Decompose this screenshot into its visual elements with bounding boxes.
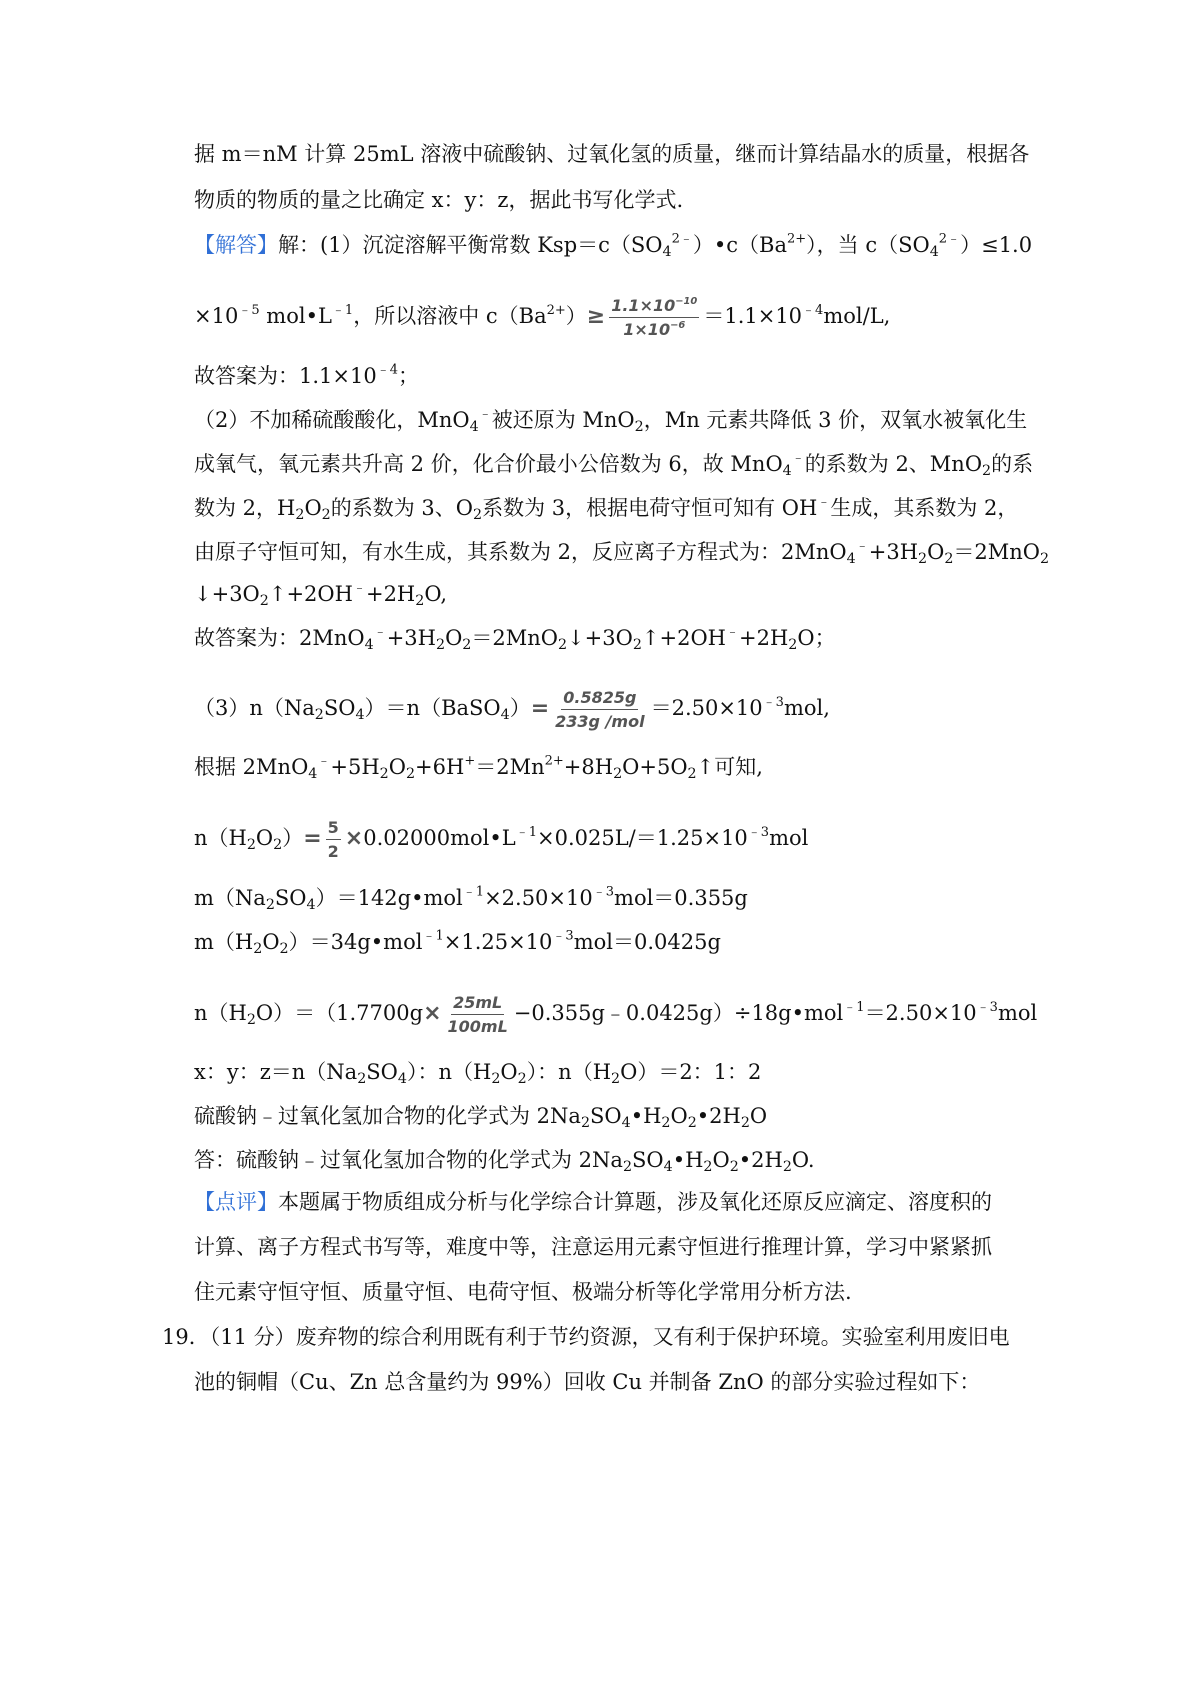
text: 本题属于物质组成分析与化学综合计算题，涉及氧化还原反应滴定、溶度积的 — [278, 1190, 992, 1214]
subscript: 4 — [662, 243, 672, 260]
text: O； — [797, 626, 836, 650]
superscript: ﹣1 — [422, 928, 444, 944]
equation-fraction — [609, 296, 699, 339]
answer-line-10 — [194, 688, 830, 731]
subscript: 4 — [846, 550, 856, 567]
answer-line-18 — [194, 1148, 815, 1173]
subscript: 2 — [788, 636, 798, 653]
review-line-3: 住元素守恒守恒、质量守恒、电荷守恒、极端分析等化学常用分析方法. — [194, 1280, 852, 1304]
equals-operator: = — [530, 696, 550, 722]
subscript: 2 — [435, 636, 446, 653]
subscript: 2 — [782, 1158, 792, 1175]
superscript: ﹣3 — [592, 884, 615, 900]
fraction-numerator: 25mL — [451, 993, 504, 1015]
subscript: 2 — [279, 940, 289, 957]
text: O — [304, 496, 322, 520]
subscript: 4 — [782, 462, 792, 479]
text: m（H — [194, 930, 254, 954]
subscript: 2 — [295, 506, 305, 523]
fraction-denominator: 2 — [327, 842, 339, 862]
superscript: 2+ — [786, 231, 807, 247]
subscript: 2 — [246, 837, 256, 854]
subscript: 2 — [740, 1114, 750, 1131]
text: ，所以溶液中 c（Ba — [353, 304, 547, 329]
answer-line-2 — [194, 296, 890, 339]
text: O — [927, 540, 945, 564]
answer-line-6 — [194, 496, 1018, 521]
text: +3H — [386, 626, 436, 650]
text: O. — [791, 1148, 815, 1172]
text: SO — [590, 1104, 622, 1128]
fraction-denominator: $1\times 10^{-6}$ — [623, 320, 686, 340]
subscript: 2 — [357, 1070, 367, 1087]
text: 数为 2，H — [194, 496, 296, 520]
text: 故答案为：2MnO — [194, 626, 365, 650]
text: ＝1.1×10 — [703, 304, 803, 329]
text: ＝2Mn — [475, 755, 545, 779]
times-operator: × — [344, 826, 364, 852]
subscript: 2 — [729, 1158, 739, 1175]
answer-line-15 — [194, 993, 1037, 1036]
text: mol — [997, 1001, 1038, 1026]
subscript: 2 — [253, 940, 263, 957]
superscript: ﹣ — [478, 406, 492, 422]
text: 根据 2MnO — [194, 755, 309, 779]
superscript: ﹣3 — [552, 928, 574, 944]
text: ），当 c（SO — [806, 233, 930, 257]
text: O — [500, 1060, 518, 1084]
text: 解：(1）沉淀溶解平衡常数 Ksp＝c（SO — [278, 233, 663, 257]
text: SO — [366, 1060, 398, 1084]
text: +8H — [563, 755, 614, 779]
fraction-numerator: 5 — [326, 818, 341, 840]
text: ↓+3O — [567, 626, 633, 650]
text: O — [445, 626, 463, 650]
subscript: 2 — [918, 550, 928, 567]
subscript: 2 — [622, 1158, 633, 1175]
text: ）＝142g•mol — [315, 886, 463, 910]
equation-fraction — [446, 993, 510, 1036]
ge-operator: ≥ — [586, 304, 606, 330]
subscript: 4 — [364, 636, 374, 653]
subscript: 2 — [473, 506, 483, 523]
text: SO — [632, 1148, 664, 1172]
subscript: 4 — [306, 896, 316, 913]
superscript: ﹣ — [726, 624, 740, 640]
text: mol/L, — [823, 304, 891, 329]
subscript: 2 — [703, 1158, 713, 1175]
superscript: ﹣ — [317, 753, 331, 769]
text: ＝2.50×10 — [650, 696, 763, 721]
text: 系数为 3，根据电荷守恒可知有 OH — [482, 496, 818, 520]
times-operator: × — [423, 1001, 442, 1027]
superscript: ﹣4 — [376, 362, 399, 378]
text: 硫酸钠﹣过氧化氢加合物的化学式为 2Na — [194, 1104, 581, 1128]
review-tag: 【点评】 — [194, 1190, 278, 1214]
superscript: ﹣3 — [976, 999, 998, 1015]
subscript: 2 — [944, 550, 954, 567]
subscript: 2 — [314, 707, 324, 724]
subscript: 4 — [355, 707, 365, 724]
text: ＝2MnO — [953, 540, 1040, 564]
text: ＝2MnO — [471, 626, 558, 650]
subscript: 2 — [273, 837, 283, 854]
superscript: ﹣ — [791, 450, 805, 466]
answer-line-3 — [194, 364, 419, 389]
text: ）•c（Ba — [692, 233, 787, 257]
superscript: ﹣ — [855, 538, 869, 554]
review-line-2: 计算、离子方程式书写等，难度中等，注意运用元素守恒进行推理计算，学习中紧紧抓 — [194, 1235, 992, 1259]
text: ×2.50×10 — [484, 886, 593, 910]
superscript: 2﹣ — [938, 231, 961, 247]
question-19-line-2: 池的铜帽（Cu、Zn 总含量约为 99%）回收 Cu 并制备 ZnO 的部分实验过程如下： — [194, 1370, 981, 1394]
subscript: 2 — [405, 765, 416, 782]
superscript: ﹣ — [373, 624, 387, 640]
superscript: 2﹣ — [671, 231, 693, 247]
superscript: ﹣1 — [462, 884, 485, 900]
answer-line-12 — [194, 818, 808, 861]
subscript: 4 — [663, 1158, 673, 1175]
text: O — [255, 826, 274, 851]
text: •2H — [738, 1148, 783, 1172]
text: O — [749, 1104, 768, 1128]
subscript: 2 — [379, 765, 389, 782]
text: 生成，其系数为 2， — [830, 496, 1019, 520]
text: mol•L — [259, 304, 332, 329]
subscript: 2 — [632, 636, 642, 653]
subscript: 2 — [265, 896, 275, 913]
text: 被还原为 MnO — [491, 408, 635, 432]
fraction-denominator: 100mL — [447, 1017, 508, 1037]
text: ）≤1.0 — [960, 233, 1033, 257]
subscript: 2 — [982, 462, 992, 479]
subscript: 2 — [580, 1114, 591, 1131]
text: mol＝0.0425g — [573, 930, 721, 954]
superscript: 2+ — [546, 302, 566, 318]
superscript: ﹣5 — [238, 302, 260, 318]
answer-line-13 — [194, 886, 748, 911]
subscript: 2 — [613, 765, 623, 782]
subscript: 4 — [397, 1070, 407, 1087]
text: •2H — [696, 1104, 741, 1128]
subscript: 4 — [308, 765, 318, 782]
intro-line-1: 据 m＝nM 计算 25mL 溶液中硫酸钠、过氧化氢的质量，继而计算结晶水的质量，根据各 — [194, 142, 1030, 166]
text: O — [388, 755, 406, 779]
text: ＝2.50×10 — [864, 1001, 977, 1026]
text: O — [262, 930, 280, 954]
answer-line-11 — [194, 755, 763, 780]
answer-line-1 — [194, 233, 1032, 258]
text: −0.355g﹣0.0425g）÷18g•mol — [513, 1001, 844, 1026]
text: n（H — [194, 826, 247, 851]
text: ×0.025L/＝1.25×10 — [536, 826, 748, 851]
text: ）：n（H — [406, 1060, 492, 1084]
text: O, — [424, 582, 447, 606]
text: 的系数为 2、MnO — [804, 452, 983, 476]
text: mol — [769, 826, 809, 851]
fraction-numerator: $1.1\times 10^{-10}$ — [609, 296, 699, 318]
text: （3）n（Na — [194, 696, 315, 721]
text: •H — [630, 1104, 662, 1128]
text: +5H — [330, 755, 380, 779]
subscript: 2 — [687, 765, 697, 782]
text: x：y：z＝n（Na — [194, 1060, 358, 1084]
text: O+5O — [622, 755, 688, 779]
fraction-denominator: 233g /mol — [555, 712, 645, 732]
superscript: 2+ — [544, 753, 564, 769]
subscript: 2 — [1040, 550, 1050, 567]
text: O — [670, 1104, 688, 1128]
superscript: ﹣1 — [843, 999, 865, 1015]
text: SO — [274, 886, 307, 910]
superscript: ﹣ — [817, 494, 831, 510]
subscript: 2 — [415, 592, 425, 609]
text: 的系 — [991, 452, 1034, 476]
superscript: ﹣1 — [515, 824, 537, 840]
text: ）：n（H — [526, 1060, 612, 1084]
text: m（Na — [194, 886, 266, 910]
equation-fraction — [553, 688, 646, 731]
answer-line-16 — [194, 1060, 761, 1085]
answer-line-8 — [194, 582, 447, 607]
text: +2H — [365, 582, 416, 606]
text: •H — [672, 1148, 704, 1172]
subscript: 2 — [259, 592, 269, 609]
text: ↑可知, — [696, 755, 763, 779]
text: ↑+2OH — [641, 626, 726, 650]
text: SO — [323, 696, 356, 721]
subscript: 4 — [469, 418, 479, 435]
review-line-1 — [194, 1190, 992, 1215]
subscript: 2 — [661, 1114, 671, 1131]
subscript: 4 — [929, 243, 939, 260]
subscript: 2 — [687, 1114, 697, 1131]
question-19-line-1: 19．（11 分）废弃物的综合利用既有利于节约资源，又有利于保护环境。实验室利用废旧电 — [162, 1325, 1010, 1349]
superscript: ﹣1 — [331, 302, 354, 318]
text: 成氧气，氧元素共升高 2 价，化合价最小公倍数为 6，故 MnO — [194, 452, 783, 476]
text: （2）不加稀硫酸酸化，MnO — [194, 408, 470, 432]
answer-tag: 【解答】 — [194, 233, 278, 257]
answer-line-17 — [194, 1104, 767, 1129]
equals-operator: = — [303, 826, 322, 852]
answer-line-9 — [194, 626, 836, 651]
text: ）＝n（BaSO — [364, 696, 501, 721]
text: ，Mn 元素共降低 3 价，双氧水被氧化生 — [643, 408, 1028, 432]
subscript: 2 — [611, 1070, 621, 1087]
superscript: ﹣ — [352, 580, 366, 596]
text: O — [712, 1148, 730, 1172]
subscript: 2 — [634, 418, 644, 435]
subscript: 2 — [321, 506, 331, 523]
text: ↓+3O — [194, 582, 260, 606]
text: O）＝（1.7700g — [255, 1001, 424, 1026]
subscript: 2 — [491, 1070, 501, 1087]
text: ×10 — [194, 304, 239, 329]
superscript: ﹣4 — [802, 302, 824, 318]
subscript: 2 — [246, 1012, 256, 1029]
text: 由原子守恒可知，有水生成，其系数为 2，反应离子方程式为：2MnO — [194, 540, 847, 564]
subscript: 2 — [517, 1070, 527, 1087]
answer-line-5 — [194, 452, 1033, 477]
text: ↑+2OH — [268, 582, 353, 606]
text: n（H — [194, 1001, 247, 1026]
text: +2H — [739, 626, 789, 650]
text: +3H — [868, 540, 919, 564]
text: 故答案为：1.1×10 — [194, 364, 377, 388]
text: mol＝0.355g — [614, 886, 748, 910]
superscript: + — [464, 753, 476, 769]
subscript: 2 — [557, 636, 568, 653]
subscript: 4 — [500, 707, 510, 724]
fraction-numerator: 0.5825g — [561, 688, 638, 710]
answer-line-7 — [194, 540, 1049, 565]
superscript: ﹣3 — [747, 824, 770, 840]
text: 的系数为 3、O — [330, 496, 473, 520]
text: 答：硫酸钠﹣过氧化氢加合物的化学式为 2Na — [194, 1148, 623, 1172]
text: +6H — [415, 755, 465, 779]
text: mol, — [783, 696, 830, 721]
text: 0.02000mol•L — [363, 826, 516, 851]
text: ×1.25×10 — [443, 930, 553, 954]
intro-line-2: 物质的物质的量之比确定 x：y：z，据此书写化学式. — [194, 188, 684, 212]
text: ） — [282, 826, 304, 851]
text: ）＝34g•mol — [288, 930, 423, 954]
subscript: 4 — [621, 1114, 631, 1131]
text: ） — [565, 304, 587, 329]
equation-fraction — [326, 818, 341, 861]
answer-line-4 — [194, 408, 1027, 433]
subscript: 2 — [462, 636, 472, 653]
text: O）＝2：1：2 — [620, 1060, 762, 1084]
text: ； — [398, 364, 420, 388]
answer-line-14 — [194, 930, 721, 955]
text: ） — [509, 696, 531, 721]
superscript: ﹣3 — [762, 694, 784, 710]
